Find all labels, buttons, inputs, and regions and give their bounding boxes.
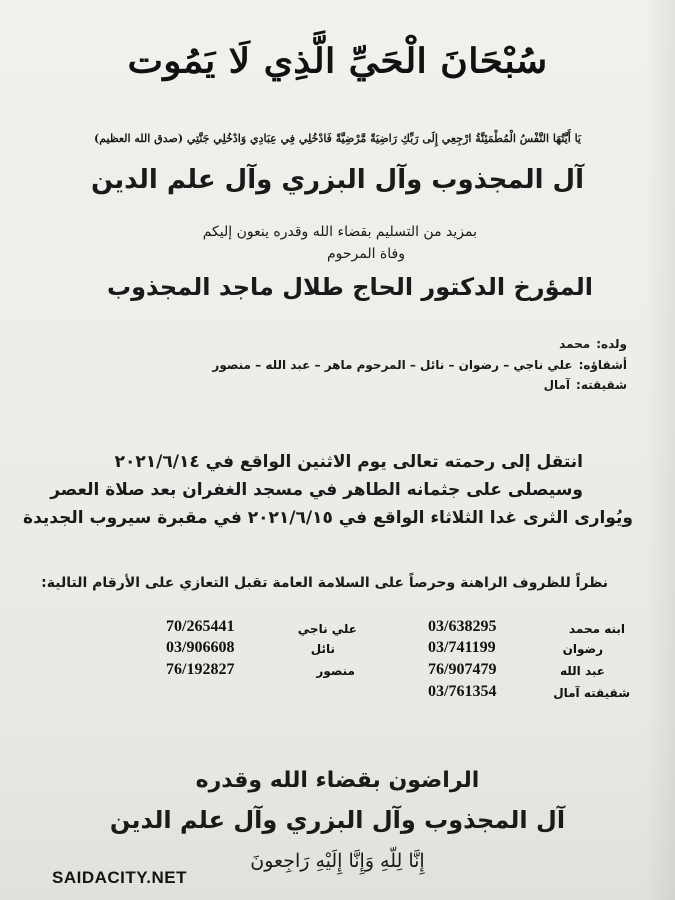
intro-line-1: بمزيد من التسليم بقضاء الله وقدره ينعون إليكم	[202, 224, 477, 240]
contact-number: 03/906608	[166, 639, 235, 656]
relative-row	[544, 378, 627, 392]
intro-line-2: وفاة المرحوم	[326, 246, 405, 262]
site-watermark: SAIDACITY.NET	[52, 868, 187, 887]
contact-number: 76/192827	[166, 661, 235, 678]
announcement-line-2: وسيصلى على جثمانه الطاهر في مسجد الغفران بعد صلاة العصر	[50, 480, 583, 500]
condolence-intro: نظراً للظروف الراهنة وحرصاً على السلامة العامة تقبل التعازي على الأرقام التالية:	[41, 575, 608, 591]
contact-name: علي ناجي	[297, 622, 357, 636]
contact-name: ابنه محمد	[568, 622, 625, 636]
announcement-line-1: انتقل إلى رحمته تعالى يوم الاثنين الواقع في ٢٠٢١/٦/١٤	[114, 452, 583, 472]
contact-number: 76/907479	[428, 661, 497, 678]
quran-verse: يَا أَيَّتُهَا النَّفْسُ الْمُطْمَئِنَّةُ ارْجِعِي إِلَى رَبِّكِ رَاضِيَةً مَّرْضِيَّةً فَادْخُلِي فِي عِبَادِي وَادْخُلِي جَنَّتِي (صدق الله العظيم)	[93, 132, 581, 145]
contact-name: رضوان	[562, 642, 603, 656]
relative-names: علي ناجي – رضوان – نائل – المرحوم ماهر – عبد الله – منصور	[212, 358, 573, 372]
deceased-name: المؤرخ الدكتور الحاج طلال ماجد المجذوب	[106, 273, 593, 301]
closing-verse: إِنَّا لِلّهِ وَإِنَّا إِلَيْهِ رَاجِعونَ	[250, 850, 425, 872]
closing-line-1: الراضون بقضاء الله وقدره	[195, 768, 480, 793]
relative-row	[212, 358, 627, 372]
contact-name: نائل	[310, 642, 335, 656]
contact-name: منصور	[316, 664, 355, 678]
closing-families: آل المجذوب وآل البزري وآل علم الدين	[109, 806, 566, 834]
families-heading: آل المجذوب وآل البزري وآل علم الدين	[90, 165, 585, 195]
relative-label: ولده:	[596, 337, 627, 351]
calligraphy-title: سُبْحَانَ الْحَيِّ الَّذِي لَا يَمُوت	[127, 40, 548, 81]
contact-number: 03/761354	[428, 683, 497, 700]
relative-names: آمال	[543, 378, 571, 392]
contact-number: 70/265441	[166, 618, 235, 635]
relative-label: أشقاؤه:	[578, 358, 627, 372]
relative-names: محمد	[559, 337, 591, 351]
announcement-line-3: ويُوارى الثرى غدا الثلاثاء الواقع في ٢٠٢١/٦/١٥ في مقبرة سيروب الجديدة	[23, 508, 633, 528]
relative-label: شقيقته:	[576, 378, 627, 392]
contact-name: عبد الله	[560, 664, 605, 678]
contact-number: 03/638295	[428, 618, 497, 635]
contact-number: 03/741199	[428, 639, 496, 656]
contact-name: شقيقته آمال	[553, 686, 630, 700]
relative-row	[559, 337, 627, 351]
